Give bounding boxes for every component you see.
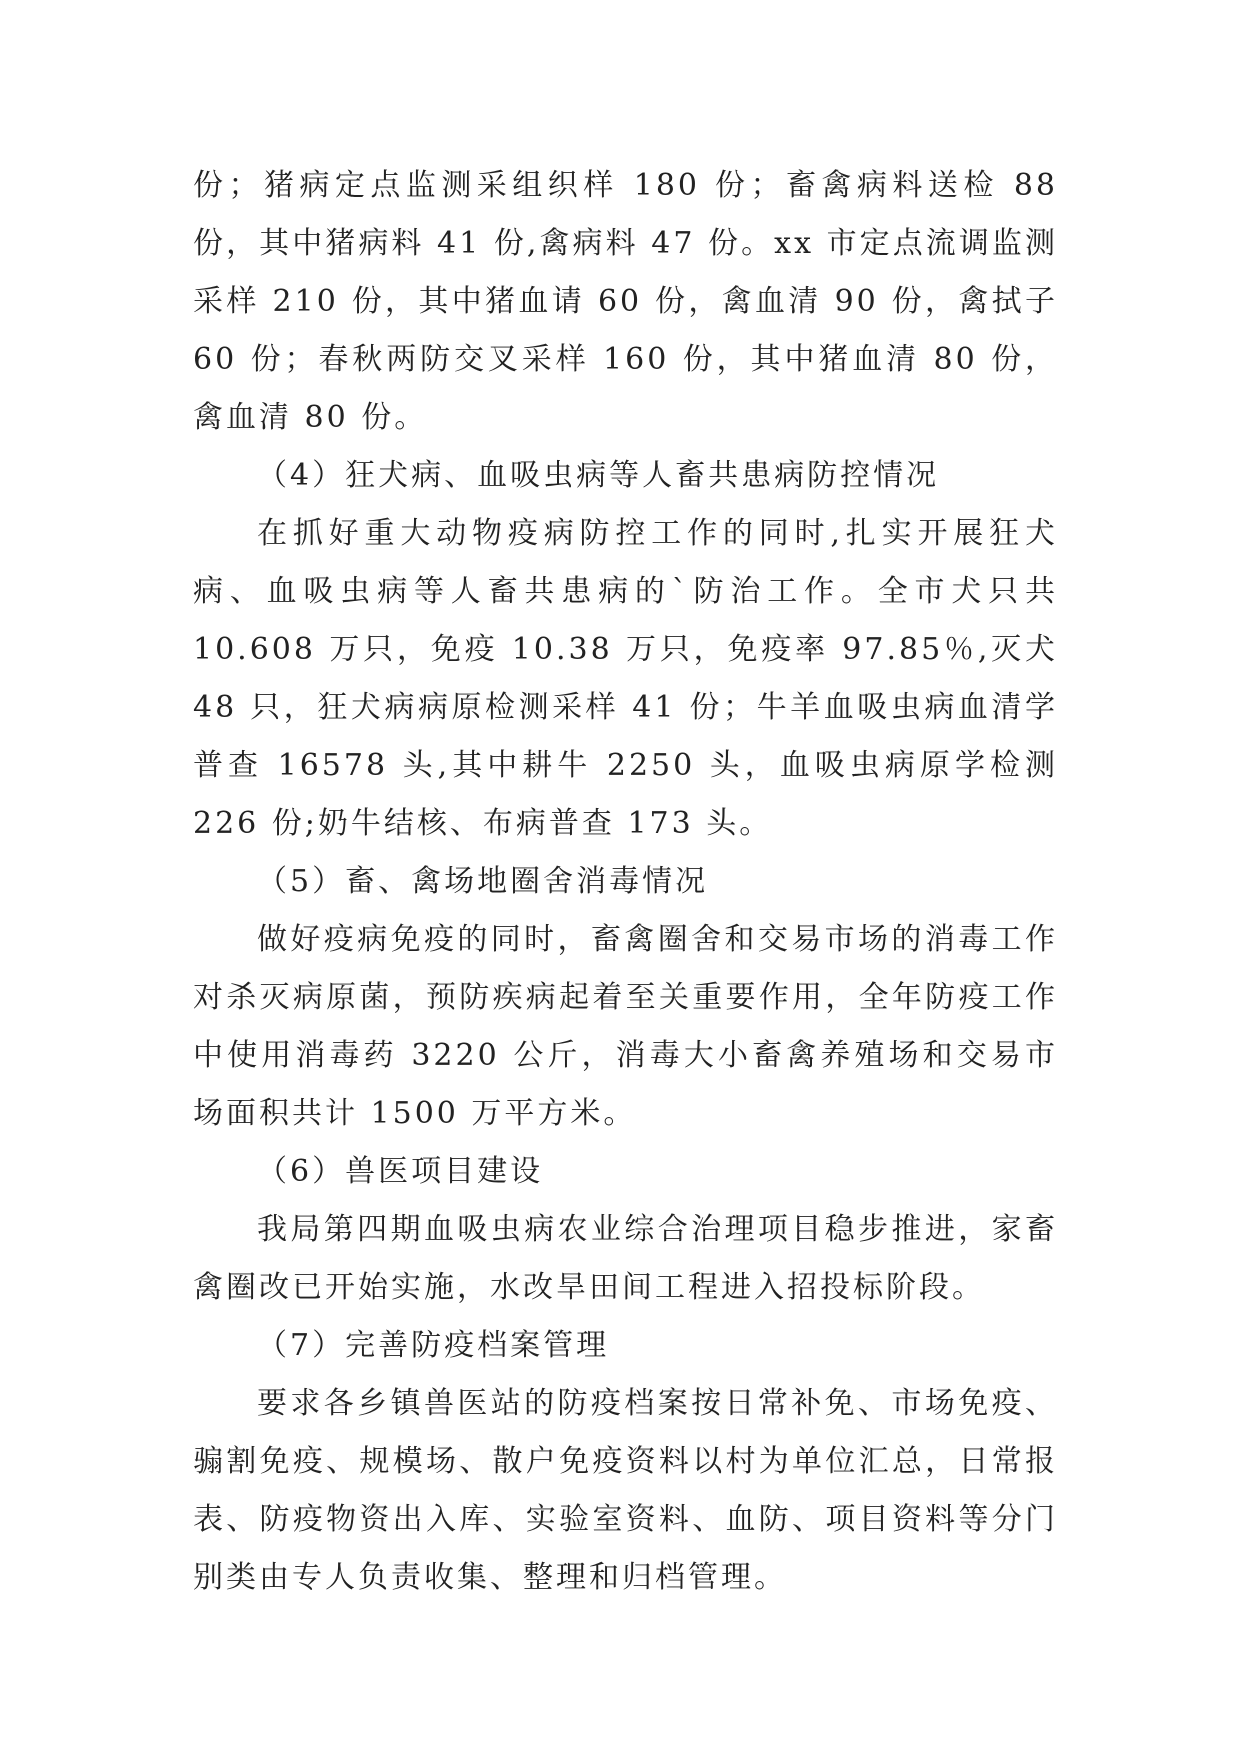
section-heading-archive-management: （7）完善防疫档案管理 <box>257 1328 610 1363</box>
document-body <box>193 157 1058 1607</box>
section-heading-rabies-schistosomiasis: （4）狂犬病、血吸虫病等人畜共患病防控情况 <box>257 458 940 493</box>
section-heading-vet-projects: （6）兽医项目建设 <box>257 1154 544 1189</box>
paragraph-sample-counts: 份；猪病定点监测采组织样 180 份；畜禽病料送检 88 份，其中猪病料 41 份,禽病料 47 份。xx 市定点流调监测采样 210 份，其中猪血请 60 份，禽血清 90 份，禽拭子 60 份；春秋两防交叉采样 160 份，其中猪血清 80 份，禽血清 80 份。 <box>193 168 1058 435</box>
paragraph-vet-projects: 我局第四期血吸虫病农业综合治理项目稳步推进，家畜禽圈改已开始实施，水改旱田间工程进入招投标阶段。 <box>193 1212 1058 1305</box>
paragraph-disinfection: 做好疫病免疫的同时，畜禽圈舍和交易市场的消毒工作对杀灭病原菌，预防疾病起着至关重要作用，全年防疫工作中使用消毒药 3220 公斤，消毒大小畜禽养殖场和交易市场面积共计 1500 万平方米。 <box>193 922 1058 1131</box>
paragraph-archive-management: 要求各乡镇兽医站的防疫档案按日常补免、市场免疫、骟割免疫、规模场、散户免疫资料以村为单位汇总，日常报表、防疫物资出入库、实验室资料、血防、项目资料等分门别类由专人负责收集、整理和归档管理。 <box>193 1386 1058 1595</box>
section-heading-disinfection: （5）畜、禽场地圈舍消毒情况 <box>257 864 709 899</box>
paragraph-rabies-schistosomiasis: 在抓好重大动物疫病防控工作的同时,扎实开展狂犬病、血吸虫病等人畜共患病的`防治工作。全市犬只共 10.608 万只，免疫 10.38 万只，免疫率 97.85％,灭犬 48 只，狂犬病病原检测采样 41 份；牛羊血吸虫病血清学普查 16578 头,其中耕牛 2250 头，血吸虫病原学检测 226 份;奶牛结核、布病普查 173 头。 <box>193 516 1058 841</box>
